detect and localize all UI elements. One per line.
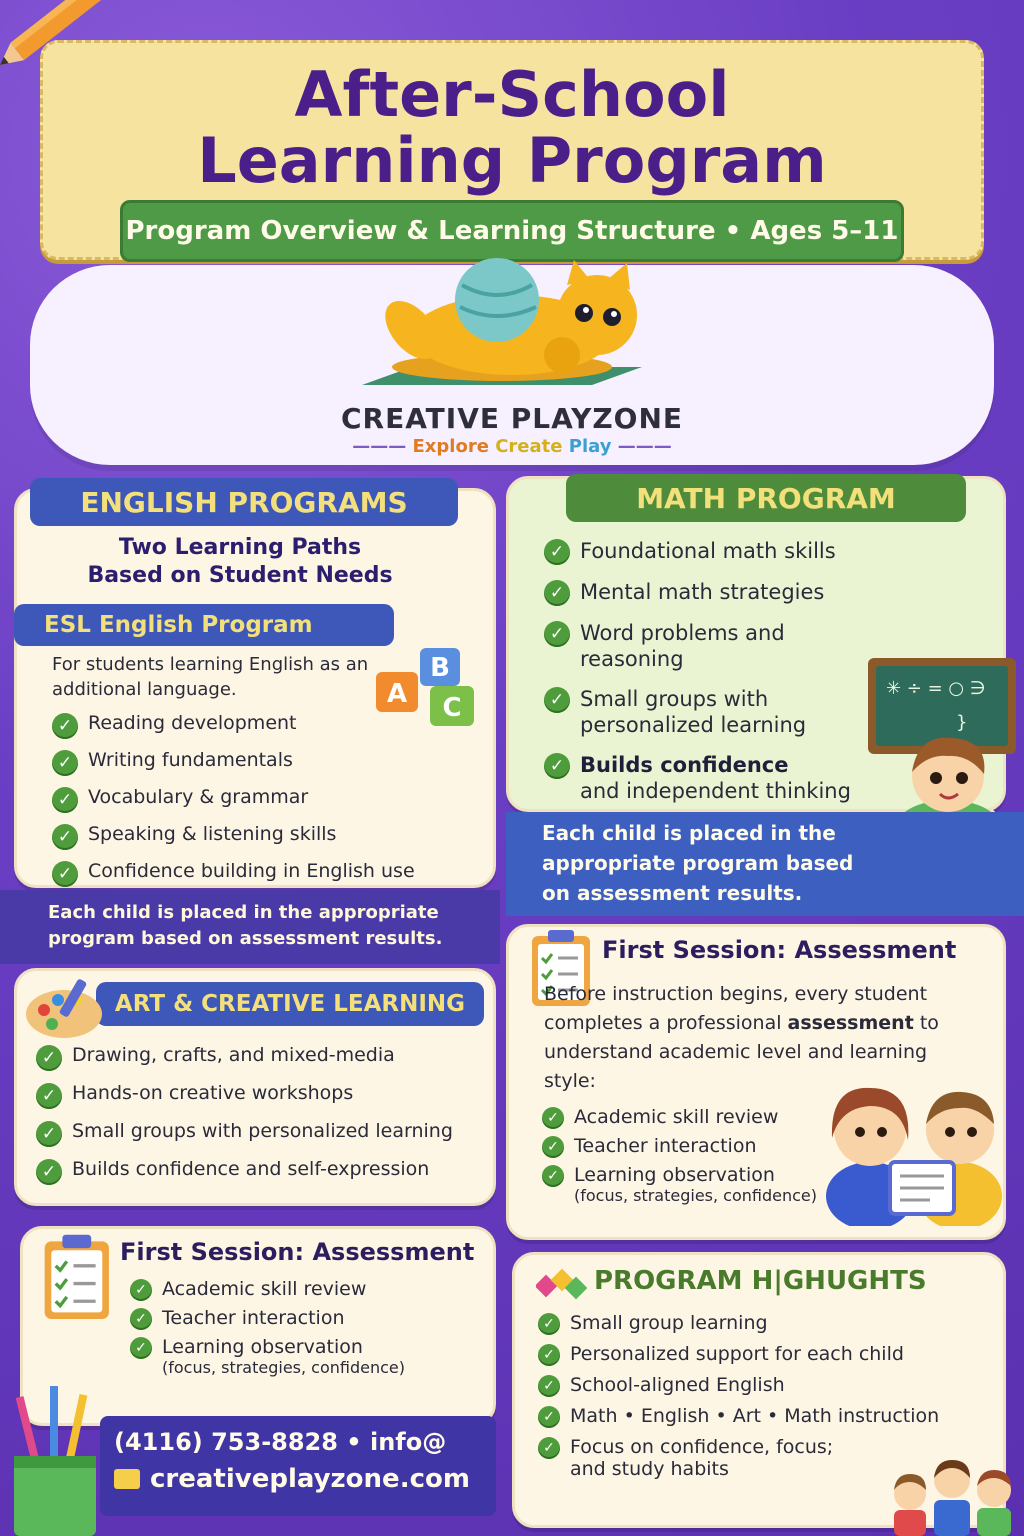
assessment-title-right: First Session: Assessment xyxy=(602,936,957,964)
esl-program-heading: ESL English Program xyxy=(14,604,394,646)
assessment-title-left: First Session: Assessment xyxy=(120,1238,475,1266)
list-item xyxy=(52,712,482,739)
list-item-text: Confidence building in English use xyxy=(88,860,415,882)
list-item-text: Academic skill review xyxy=(162,1278,367,1300)
subtitle: Program Overview & Learning Structure • Ages 5–11 xyxy=(125,216,899,246)
svg-text:B: B xyxy=(430,653,450,683)
list-item xyxy=(544,579,884,606)
list-item xyxy=(36,1158,492,1185)
check-icon: ✓ xyxy=(542,1136,564,1158)
page-title xyxy=(60,58,964,197)
list-item xyxy=(36,1082,492,1109)
list-item-text: Vocabulary & grammar xyxy=(88,786,309,808)
check-icon: ✓ xyxy=(538,1437,560,1459)
list-item xyxy=(538,1312,998,1335)
list-item xyxy=(52,749,482,776)
list-item xyxy=(538,1374,998,1397)
english-programs-heading: ENGLISH PROGRAMS xyxy=(30,478,458,526)
brand-tagline xyxy=(0,436,1024,457)
svg-text:C: C xyxy=(442,693,462,723)
list-item-text: School-aligned English xyxy=(570,1374,785,1396)
list-item xyxy=(36,1120,492,1147)
list-item-note: (focus, strategies, confidence) xyxy=(162,1358,405,1377)
check-icon: ✓ xyxy=(544,753,570,779)
list-item xyxy=(130,1278,470,1301)
list-item-text xyxy=(162,1336,405,1377)
tagline-create: Create xyxy=(495,436,563,457)
assessment-desc-part2: to understand academic level and learning style: xyxy=(544,1012,939,1092)
check-icon: ✓ xyxy=(130,1279,152,1301)
kids-group-illustration-icon xyxy=(880,1450,1024,1536)
check-icon: ✓ xyxy=(52,787,78,813)
math-program-heading: MATH PROGRAM xyxy=(566,474,966,522)
list-item xyxy=(544,752,884,804)
list-item xyxy=(544,620,884,672)
check-icon: ✓ xyxy=(544,687,570,713)
learning-paths-heading xyxy=(40,534,440,590)
check-icon: ✓ xyxy=(36,1121,62,1147)
art-skills-list xyxy=(36,1044,492,1196)
svg-text:A: A xyxy=(386,679,408,709)
list-item-text: Academic skill review xyxy=(574,1106,779,1128)
svg-text:✳ ÷ = ○ ∋: ✳ ÷ = ○ ∋ xyxy=(886,678,986,699)
art-learning-heading: ART & CREATIVE LEARNING xyxy=(96,982,484,1026)
mail-icon xyxy=(114,1469,140,1489)
assessment-list-right xyxy=(542,1106,832,1211)
check-icon: ✓ xyxy=(52,713,78,739)
tagline-dash-left-icon: ——— xyxy=(352,436,413,457)
cat-with-yarn-logo-icon xyxy=(352,255,652,395)
subtitle-ribbon xyxy=(120,200,904,262)
list-item-text: Small groups with personalized learning xyxy=(72,1120,453,1142)
list-item-rest: and independent thinking xyxy=(580,779,851,803)
list-item-text: Speaking & listening skills xyxy=(88,823,337,845)
list-item-text: Writing fundamentals xyxy=(88,749,293,771)
list-item-text: Small group learning xyxy=(570,1312,768,1334)
contact-phone[interactable]: (4116) 753-8828 • info@ xyxy=(114,1428,447,1456)
title-line-2: Learning Program xyxy=(197,124,827,197)
list-item-text: Foundational math skills xyxy=(580,539,836,563)
assessment-list-left xyxy=(130,1278,470,1383)
list-item xyxy=(36,1044,492,1071)
puzzle-blocks-icon xyxy=(536,1268,588,1302)
check-icon: ✓ xyxy=(542,1165,564,1187)
check-icon: ✓ xyxy=(542,1107,564,1129)
math-placement-note: Each child is placed in the appropriate program based on assessment results. xyxy=(542,821,854,905)
esl-description: For students learning English as an additional language. xyxy=(52,654,369,700)
list-item-text: Reading development xyxy=(88,712,297,734)
list-item-text: Builds confidence and self-expression xyxy=(72,1158,430,1180)
check-icon: ✓ xyxy=(544,539,570,565)
list-item-text xyxy=(580,752,851,804)
list-item-main: Focus on confidence, focus; xyxy=(570,1436,834,1458)
check-icon: ✓ xyxy=(52,861,78,887)
paths-line-2: Based on Student Needs xyxy=(87,563,393,588)
paint-palette-icon xyxy=(22,978,110,1042)
list-item xyxy=(542,1135,832,1158)
list-item-text: Personalized support for each child xyxy=(570,1343,904,1365)
check-icon: ✓ xyxy=(36,1045,62,1071)
pencil-cup-icon xyxy=(0,1386,110,1536)
check-icon: ✓ xyxy=(538,1406,560,1428)
list-item xyxy=(544,686,884,738)
list-item xyxy=(52,823,482,850)
list-item-text xyxy=(574,1164,817,1205)
assessment-desc-part1: Before instruction begins, every student completes a professional xyxy=(544,983,928,1034)
svg-text:}: } xyxy=(956,712,968,733)
list-item xyxy=(52,786,482,813)
contact-website-text: creativeplayzone.com xyxy=(150,1464,470,1494)
check-icon: ✓ xyxy=(36,1083,62,1109)
list-item-text: Mental math strategies xyxy=(580,580,825,604)
kids-with-tablet-illustration-icon xyxy=(820,1066,1010,1226)
paths-line-1: Two Learning Paths xyxy=(118,535,362,560)
list-item-cont: and study habits xyxy=(570,1458,729,1480)
list-item-text: Small groups with personalized learning xyxy=(580,687,807,737)
list-item xyxy=(130,1336,470,1377)
list-item-text xyxy=(570,1436,833,1480)
list-item xyxy=(542,1106,832,1129)
check-icon: ✓ xyxy=(544,580,570,606)
list-item-main: Learning observation xyxy=(574,1164,775,1186)
list-item-text: Math • English • Art • Math instruction xyxy=(570,1405,940,1427)
list-item-text: Word problems and reasoning xyxy=(580,621,785,671)
list-item-text: Teacher interaction xyxy=(162,1307,345,1329)
list-item xyxy=(538,1343,998,1366)
list-item-text: Hands-on creative workshops xyxy=(72,1082,354,1104)
check-icon: ✓ xyxy=(130,1337,152,1359)
english-skills-list xyxy=(52,712,482,897)
contact-website[interactable] xyxy=(114,1464,494,1494)
english-placement-note: Each child is placed in the appropriate program based on assessment results. xyxy=(48,902,443,949)
assessment-desc-bold: assessment xyxy=(787,1012,914,1034)
check-icon: ✓ xyxy=(538,1344,560,1366)
list-item xyxy=(538,1405,998,1428)
list-item xyxy=(542,1164,832,1205)
list-item xyxy=(52,860,482,887)
list-item-text: Teacher interaction xyxy=(574,1135,757,1157)
check-icon: ✓ xyxy=(538,1375,560,1397)
check-icon: ✓ xyxy=(538,1313,560,1335)
brand-name: CREATIVE PLAYZONE xyxy=(340,402,684,435)
tagline-dash-right-icon: ——— xyxy=(617,436,672,457)
check-icon: ✓ xyxy=(544,621,570,647)
check-icon: ✓ xyxy=(130,1308,152,1330)
check-icon: ✓ xyxy=(36,1159,62,1185)
list-item-text: Drawing, crafts, and mixed-media xyxy=(72,1044,395,1066)
check-icon: ✓ xyxy=(52,750,78,776)
list-item-bold: Builds confidence xyxy=(580,753,789,777)
list-item xyxy=(130,1307,470,1330)
clipboard-checklist-icon xyxy=(38,1232,120,1324)
list-item-note: (focus, strategies, confidence) xyxy=(574,1186,817,1205)
check-icon: ✓ xyxy=(52,824,78,850)
tagline-play: Play xyxy=(568,436,612,457)
title-line-1: After-School xyxy=(294,58,730,131)
program-highlights-heading: PROGRAM H|GHUGHTS xyxy=(594,1266,927,1296)
tagline-explore: Explore xyxy=(412,436,489,457)
list-item-main: Learning observation xyxy=(162,1336,363,1358)
math-skills-list xyxy=(544,538,884,818)
list-item xyxy=(544,538,884,565)
